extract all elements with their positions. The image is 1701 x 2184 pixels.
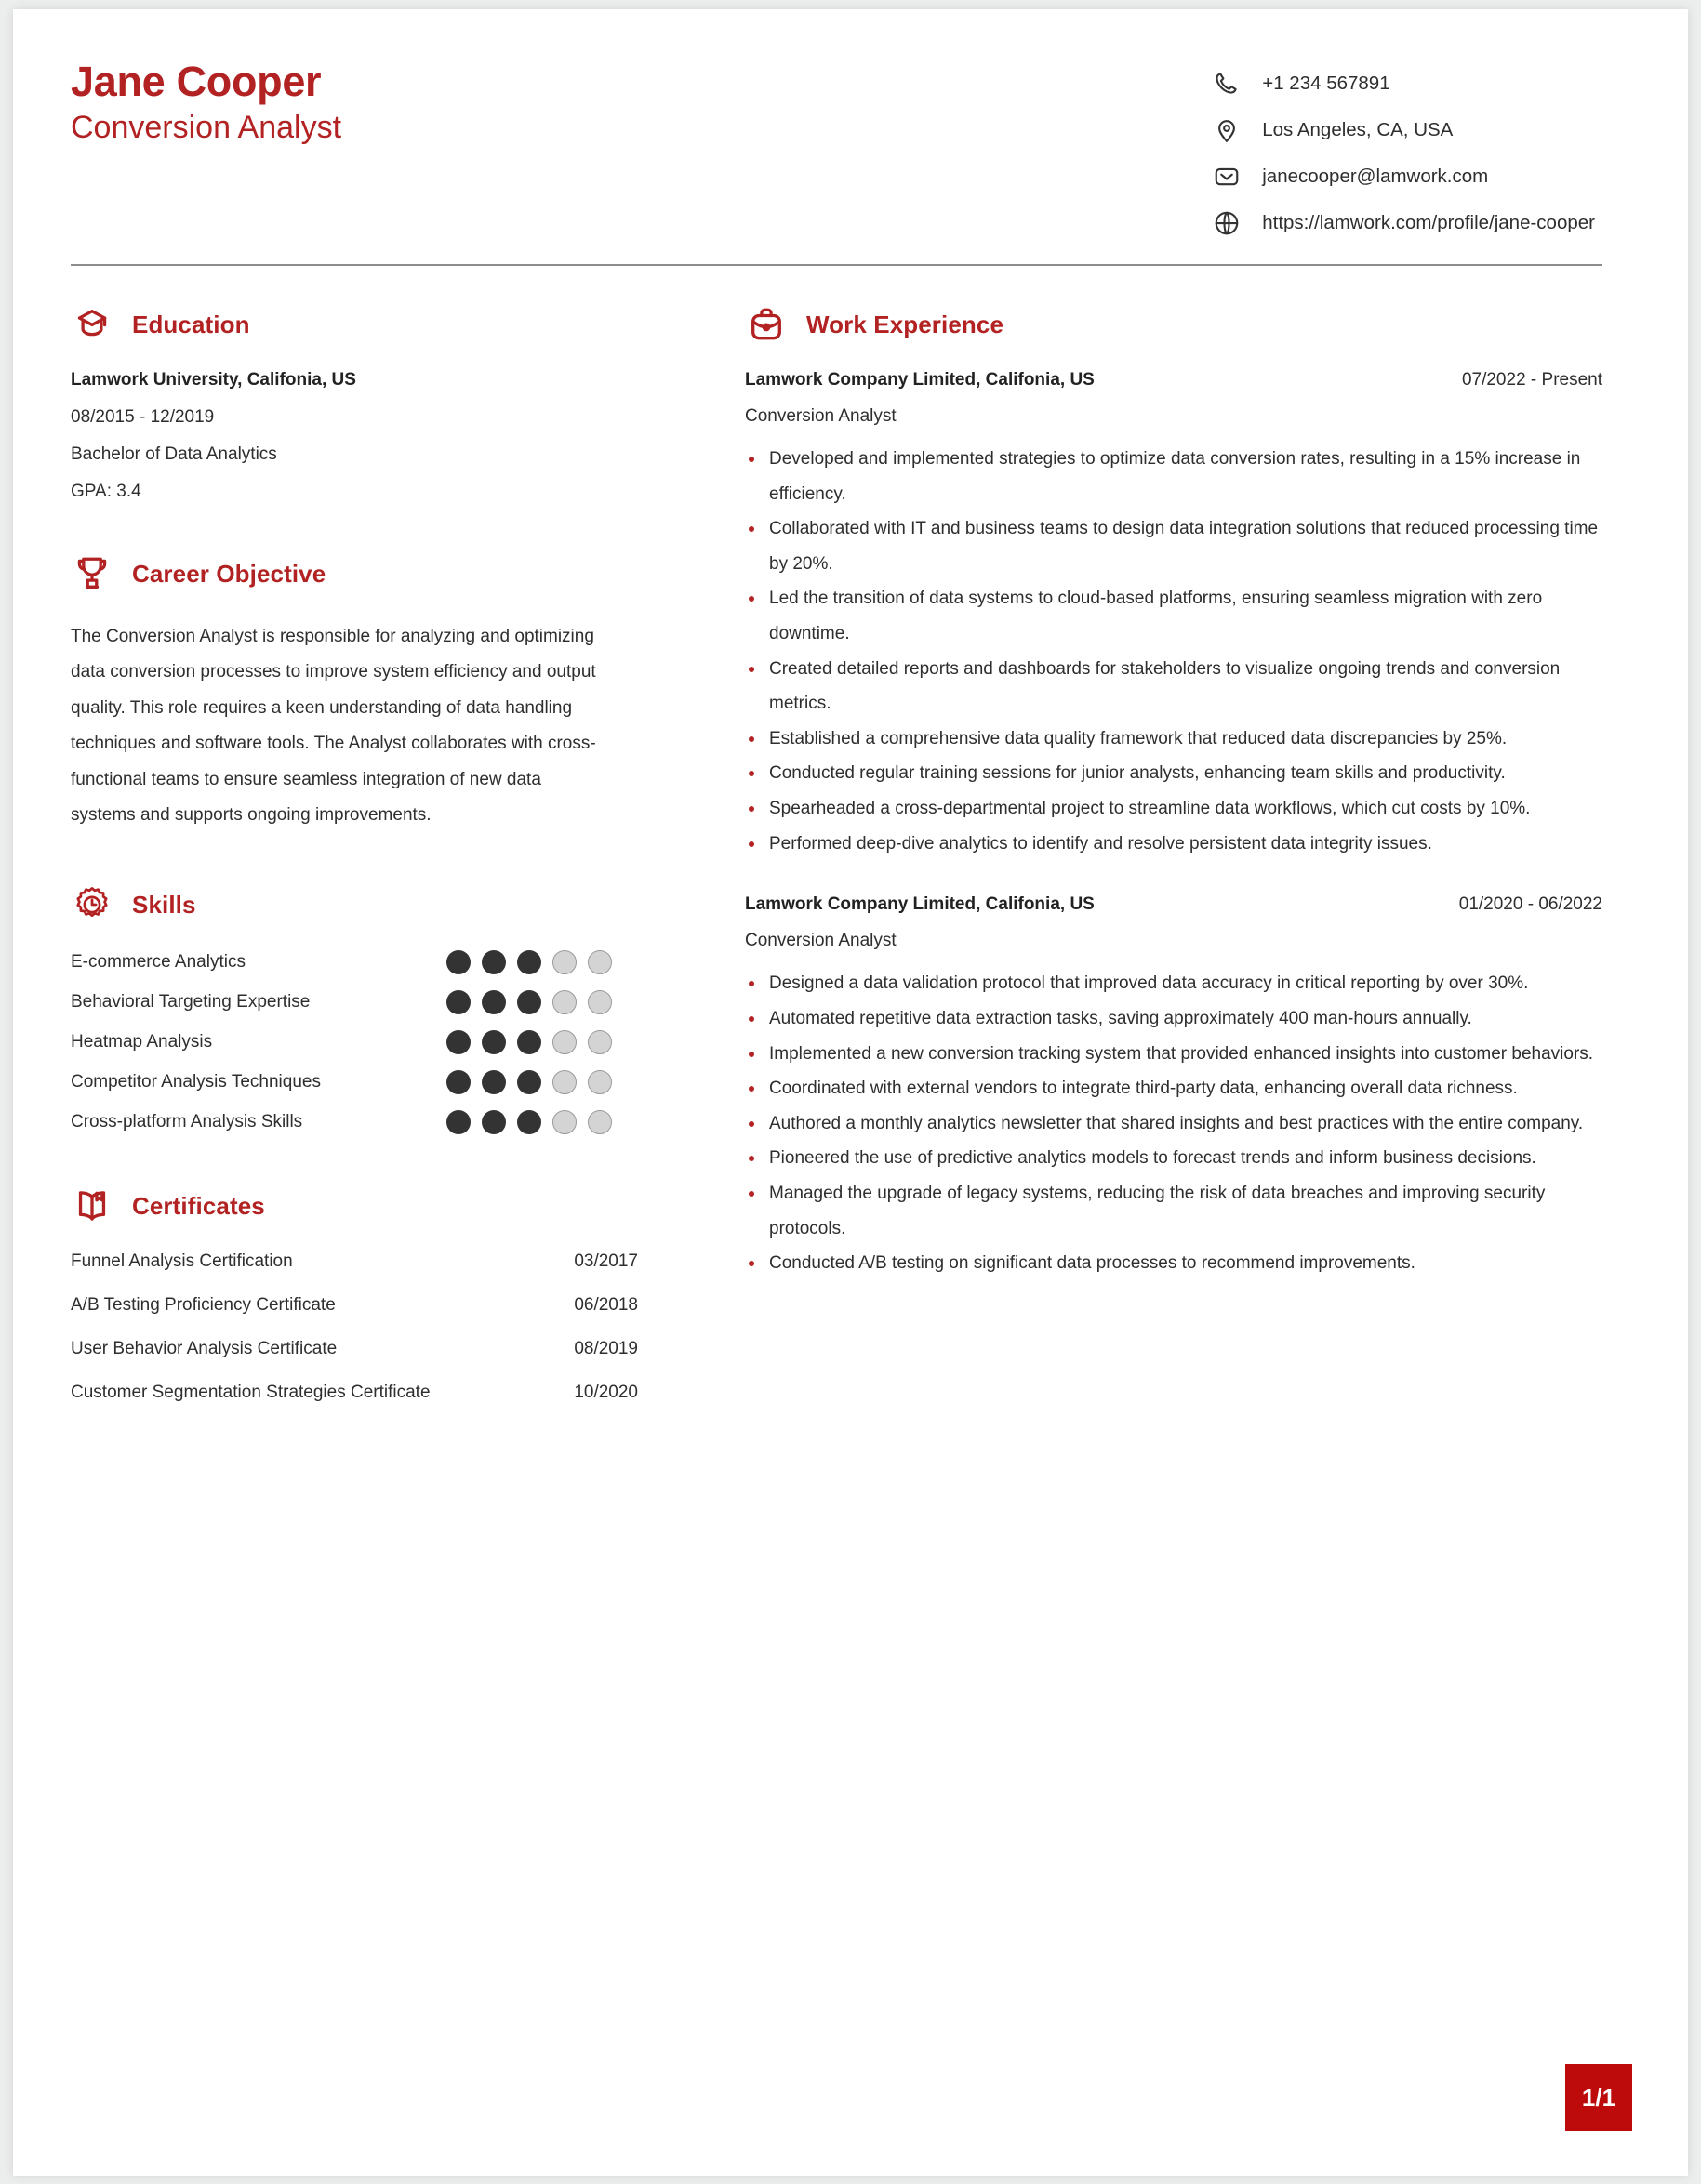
work-experience-heading (745, 303, 1602, 346)
job-bullets (745, 966, 1602, 1280)
job-bullet: Conducted regular training sessions for junior analysts, enhancing team skills and productivity. (745, 756, 1602, 791)
section-career-objective (71, 552, 638, 833)
education-degree: Bachelor of Data Analytics (71, 444, 277, 464)
job-bullet: Implemented a new conversion tracking system that provided enhanced insights into customer behaviors. (745, 1037, 1602, 1072)
skill-rating (446, 1110, 638, 1134)
job-bullet: Created detailed reports and dashboards for stakeholders to visualize ongoing trends and conversion metrics. (745, 652, 1602, 721)
rating-dot (552, 950, 577, 974)
rating-dot (552, 990, 577, 1014)
page-indicator-badge: 1/1 (1565, 2064, 1632, 2131)
education-title: Education (132, 310, 250, 338)
candidate-role: Conversion Analyst (71, 110, 342, 146)
resume-page (13, 9, 1688, 2176)
certificate-date: 08/2019 (574, 1339, 638, 1359)
job-bullet: Authored a monthly analytics newsletter that shared insights and best practices with the entire company. (745, 1106, 1602, 1142)
work-experience-title: Work Experience (806, 310, 1004, 338)
skill-label: Behavioral Targeting Expertise (71, 992, 311, 1013)
job-bullet: Conducted A/B testing on significant data processes to recommend improvements. (745, 1246, 1602, 1281)
rating-dot (517, 1070, 541, 1094)
job-position: Conversion Analyst (745, 406, 897, 426)
rating-dot (446, 990, 471, 1014)
left-column (71, 266, 638, 1403)
rating-dot (482, 950, 506, 974)
job-header (745, 894, 1602, 915)
rating-dot (588, 1110, 612, 1134)
graduation-cap-icon (71, 303, 113, 346)
rating-dot (517, 990, 541, 1014)
certificate-name: Customer Segmentation Strategies Certificate (71, 1383, 431, 1403)
certificate-date: 03/2017 (574, 1251, 638, 1272)
job-bullet: Spearheaded a cross-departmental project to streamline data workflows, which cut costs by 10%. (745, 791, 1602, 827)
briefcase-icon (745, 303, 788, 346)
skill-item (71, 990, 638, 1014)
job-company: Lamwork Company Limited, Califonia, US (745, 370, 1095, 390)
certificates-heading (71, 1185, 638, 1227)
rating-dot (588, 1070, 612, 1094)
certificates-title: Certificates (132, 1191, 265, 1220)
skill-item (71, 1030, 638, 1054)
objective-heading (71, 552, 638, 595)
job-bullet: Established a comprehensive data quality framework that reduced data discrepancies by 25%. (745, 721, 1602, 757)
section-certificates (71, 1185, 638, 1403)
rating-dot (482, 990, 506, 1014)
rating-dot (552, 1030, 577, 1054)
education-school: Lamwork University, Califonia, US (71, 370, 356, 390)
rating-dot (446, 950, 471, 974)
skill-label: E-commerce Analytics (71, 952, 246, 973)
skill-item (71, 1110, 638, 1134)
resume-header (13, 9, 1688, 238)
certificate-item (71, 1251, 638, 1272)
education-dates: 08/2015 - 12/2019 (71, 407, 215, 427)
job-company: Lamwork Company Limited, Califonia, US (745, 894, 1095, 915)
skill-item (71, 1070, 638, 1094)
globe-icon (1212, 208, 1242, 238)
identity-block (71, 58, 341, 149)
certificate-date: 06/2018 (574, 1295, 638, 1316)
job-bullet: Automated repetitive data extraction tasks, saving approximately 400 man-hours annually. (745, 1001, 1602, 1037)
rating-dot (517, 1030, 541, 1054)
job-entry (745, 894, 1602, 1280)
contact-website[interactable] (1212, 208, 1595, 238)
open-book-icon (71, 1185, 113, 1227)
skills-heading (71, 883, 638, 926)
contact-block (1212, 69, 1595, 238)
skills-title: Skills (132, 890, 196, 919)
job-bullet: Performed deep-dive analytics to identify and resolve persistent data integrity issues. (745, 827, 1602, 862)
job-date: 01/2020 - 06/2022 (1458, 894, 1602, 915)
job-date: 07/2022 - Present (1461, 370, 1602, 390)
job-header (745, 370, 1602, 390)
job-entry (745, 370, 1602, 861)
rating-dot (482, 1030, 506, 1054)
job-bullet: Managed the upgrade of legacy systems, reducing the risk of data breaches and improving security protocols. (745, 1176, 1602, 1246)
rating-dot (588, 1030, 612, 1054)
job-bullet: Designed a data validation protocol that improved data accuracy in critical reporting by over 30%. (745, 966, 1602, 1001)
certificate-item (71, 1339, 638, 1359)
rating-dot (446, 1070, 471, 1094)
education-heading (71, 303, 638, 346)
section-education (71, 303, 638, 502)
right-column (638, 266, 1602, 1403)
rating-dot (552, 1110, 577, 1134)
skill-rating (446, 950, 638, 974)
certificate-name: A/B Testing Proficiency Certificate (71, 1295, 336, 1316)
skill-rating (446, 990, 638, 1014)
objective-title: Career Objective (132, 559, 326, 588)
certificate-date: 10/2020 (574, 1383, 638, 1403)
phone-icon (1212, 69, 1242, 99)
education-gpa: GPA: 3.4 (71, 482, 141, 501)
certificate-item (71, 1383, 638, 1403)
rating-dot (446, 1030, 471, 1054)
candidate-name: Jane Cooper (71, 58, 322, 105)
skills-list (71, 950, 638, 1134)
job-position: Conversion Analyst (745, 931, 897, 951)
website-text: https://lamwork.com/profile/jane-cooper (1262, 212, 1595, 233)
skill-item (71, 950, 638, 974)
certificates-list (71, 1251, 638, 1403)
section-skills (71, 883, 638, 1134)
rating-dot (588, 950, 612, 974)
job-separator (745, 867, 1602, 894)
job-bullet: Developed and implemented strategies to optimize data conversion rates, resulting in a 15% increase in efficiency. (745, 442, 1602, 511)
skill-label: Competitor Analysis Techniques (71, 1072, 321, 1092)
job-bullet: Collaborated with IT and business teams to design data integration solutions that reduced processing time by 20%. (745, 511, 1602, 581)
rating-dot (446, 1110, 471, 1134)
contact-location[interactable] (1212, 115, 1595, 145)
objective-text: The Conversion Analyst is responsible for analyzing and optimizing data conversion processes to improve system efficiency and output quality. This role requires a keen understanding of data handling techniques and software tools. The Analyst collaborates with cross-functional teams to ensure seamless integration of new data systems and supports ongoing improvements. (71, 627, 596, 825)
contact-email[interactable] (1212, 162, 1595, 192)
envelope-icon (1212, 162, 1242, 192)
rating-dot (482, 1070, 506, 1094)
rating-dot (517, 950, 541, 974)
skill-rating (446, 1030, 638, 1054)
phone-text: +1 234 567891 (1262, 73, 1390, 94)
location-pin-icon (1212, 115, 1242, 145)
trophy-icon (71, 552, 113, 595)
rating-dot (517, 1110, 541, 1134)
contact-phone[interactable] (1212, 69, 1595, 99)
rating-dot (482, 1110, 506, 1134)
skill-label: Heatmap Analysis (71, 1032, 213, 1052)
certificate-name: Funnel Analysis Certification (71, 1251, 293, 1272)
certificate-item (71, 1295, 638, 1316)
job-bullet: Coordinated with external vendors to integrate third-party data, enhancing overall data richness. (745, 1071, 1602, 1106)
job-bullets (745, 442, 1602, 861)
job-bullet: Pioneered the use of predictive analytics models to forecast trends and inform business decisions. (745, 1141, 1602, 1176)
rating-dot (552, 1070, 577, 1094)
gear-clock-icon (71, 883, 113, 926)
skill-rating (446, 1070, 638, 1094)
rating-dot (588, 990, 612, 1014)
skill-label: Cross-platform Analysis Skills (71, 1112, 303, 1132)
resume-body (13, 266, 1688, 1403)
job-bullet: Led the transition of data systems to cloud-based platforms, ensuring seamless migration with zero downtime. (745, 581, 1602, 651)
location-text: Los Angeles, CA, USA (1262, 119, 1454, 140)
email-text: janecooper@lamwork.com (1262, 165, 1489, 187)
certificate-name: User Behavior Analysis Certificate (71, 1339, 338, 1359)
